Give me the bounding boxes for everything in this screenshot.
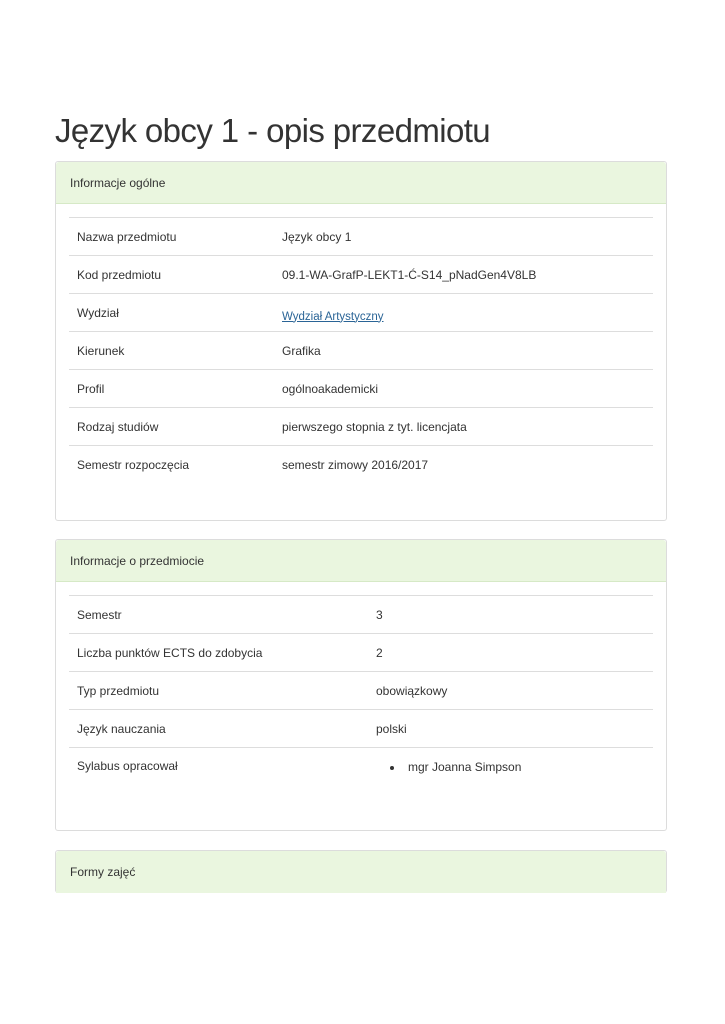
row-label: Rodzaj studiów — [69, 408, 274, 446]
list-item: • mgr Joanna Simpson — [404, 760, 645, 774]
table-row — [69, 596, 653, 634]
row-label: Profil — [69, 370, 274, 408]
table-row — [69, 446, 653, 484]
row-label: Semestr rozpoczęcia — [69, 446, 274, 484]
table-row — [69, 370, 653, 408]
row-value: Grafika — [274, 332, 653, 370]
table-row — [69, 218, 653, 256]
table-row — [69, 710, 653, 748]
table-row — [69, 294, 653, 332]
table-row — [69, 408, 653, 446]
row-value: pierwszego stopnia z tyt. licencjata — [274, 408, 653, 446]
row-value: 2 — [368, 634, 653, 672]
subject-info-panel — [55, 539, 667, 831]
general-info-table — [69, 217, 653, 484]
row-value: Język obcy 1 — [274, 218, 653, 256]
row-label: Nazwa przedmiotu — [69, 218, 274, 256]
row-label: Liczba punktów ECTS do zdobycia — [69, 634, 368, 672]
faculty-link[interactable]: Wydział Artystyczny — [282, 310, 384, 323]
row-value: obowiązkowy — [368, 672, 653, 710]
general-info-heading: Informacje ogólne — [56, 162, 666, 204]
subject-info-heading: Informacje o przedmiocie — [56, 540, 666, 582]
row-value: 09.1-WA-GrafP-LEKT1-Ć-S14_pNadGen4V8LB — [274, 256, 653, 294]
row-label: Wydział — [69, 294, 274, 332]
row-label: Sylabus opracował — [69, 748, 368, 786]
author-list — [376, 759, 645, 773]
row-value — [274, 294, 653, 332]
general-info-panel — [55, 161, 667, 521]
row-label: Typ przedmiotu — [69, 672, 368, 710]
table-row — [69, 332, 653, 370]
row-label: Semestr — [69, 596, 368, 634]
row-value: ogólnoakademicki — [274, 370, 653, 408]
table-row — [69, 672, 653, 710]
page-title: Język obcy 1 - opis przedmiotu — [55, 112, 491, 149]
row-label: Kierunek — [69, 332, 274, 370]
subject-info-table — [69, 595, 653, 786]
class-forms-panel — [55, 850, 667, 893]
class-forms-heading: Formy zajęć — [56, 851, 666, 893]
row-value: 3 — [368, 596, 653, 634]
row-label: Język nauczania — [69, 710, 368, 748]
table-row — [69, 256, 653, 294]
table-row — [69, 634, 653, 672]
row-label: Kod przedmiotu — [69, 256, 274, 294]
row-value — [368, 748, 653, 786]
table-row — [69, 748, 653, 786]
row-value: semestr zimowy 2016/2017 — [274, 446, 653, 484]
row-value: polski — [368, 710, 653, 748]
